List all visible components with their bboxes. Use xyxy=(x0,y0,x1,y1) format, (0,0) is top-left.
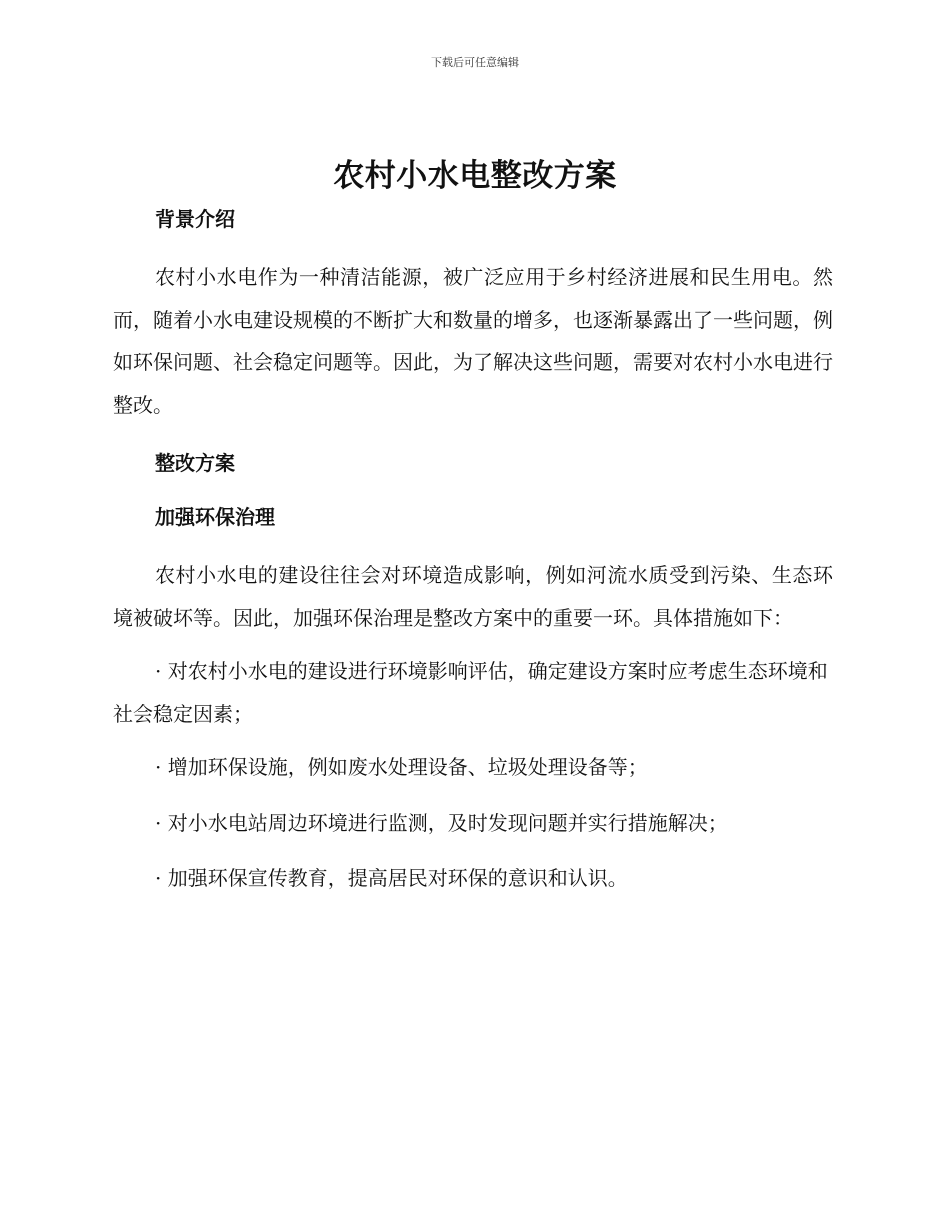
measure-item: · 加强环保宣传教育，提高居民对环保的意识和认识。 xyxy=(155,866,628,890)
header-note: 下载后可任意编辑 xyxy=(431,56,519,69)
env-subheading: 加强环保治理 xyxy=(155,505,275,529)
measure-item: · 增加环保设施，例如废水处理设备、垃圾处理设备等； xyxy=(155,755,648,779)
measure-item: · 对小水电站周边环境进行监测，及时发现问题并实行措施解决； xyxy=(155,810,728,835)
measure-item: · 对农村小水电的建设进行环境影响评估，确定建设方案时应考虑生态环境和社会稳定因素； xyxy=(113,659,828,726)
document-body xyxy=(113,204,833,900)
plan-heading: 整改方案 xyxy=(155,451,235,475)
document-title: 农村小水电整改方案 xyxy=(333,158,617,194)
background-paragraph: 农村小水电作为一种清洁能源，被广泛应用于乡村经济进展和民生用电。然而，随着小水电建设规模的不断扩大和数量的增多，也逐渐暴露出了一些问题，例如环保问题、社会稳定问题等。因此，为了解决这些问题，需要对农村小水电进行整改。 xyxy=(113,265,833,417)
background-heading: 背景介绍 xyxy=(155,207,235,231)
env-paragraph: 农村小水电的建设往往会对环境造成影响，例如河流水质受到污染、生态环境被破坏等。因此，加强环保治理是整改方案中的重要一环。具体措施如下： xyxy=(113,563,833,630)
